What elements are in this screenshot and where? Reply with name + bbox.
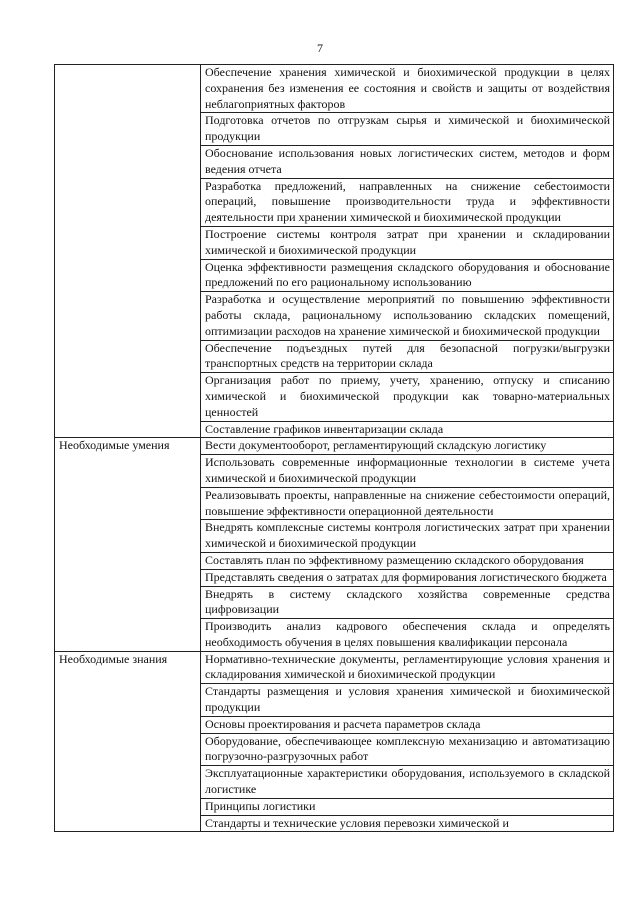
requirement-item-cell: Вести документооборот, регламентирующий складскую логистику bbox=[201, 438, 614, 455]
requirement-item-cell: Оборудование, обеспечивающее комплексную механизацию и автоматизацию погрузочно-разгрузочных работ bbox=[201, 733, 614, 766]
page-number: 7 bbox=[317, 41, 323, 55]
requirement-item-cell: Стандарты размещения и условия хранения химической и биохимической продукции bbox=[201, 684, 614, 717]
table-row bbox=[55, 651, 614, 684]
requirement-item-cell: Нормативно-технические документы, регламентирующие условия хранения и складирования химической и биохимической продукции bbox=[201, 651, 614, 684]
requirements-table bbox=[54, 64, 614, 832]
requirement-item-cell: Разработка и осуществление мероприятий по повышению эффективности работы склада, рациональному использованию складских помещений, оптимизации расходов на хранение химической и биохимической продукции bbox=[201, 292, 614, 340]
requirement-item-cell: Принципы логистики bbox=[201, 798, 614, 815]
requirement-item-cell: Обоснование использования новых логистических систем, методов и форм ведения отчета bbox=[201, 145, 614, 178]
requirement-item-cell: Организация работ по приему, учету, хранению, отпуску и списанию химической и биохимической продукции как товарно-материальных ценностей bbox=[201, 373, 614, 421]
requirement-item-cell: Эксплуатационные характеристики оборудования, используемого в складской логистике bbox=[201, 766, 614, 799]
requirement-item-cell: Реализовывать проекты, направленные на снижение себестоимости операций, повышение эффективности операционной деятельности bbox=[201, 487, 614, 520]
requirement-item-cell: Построение системы контроля затрат при хранении и складировании химической и биохимической продукции bbox=[201, 226, 614, 259]
requirement-item-cell: Составление графиков инвентаризации склада bbox=[201, 421, 614, 438]
requirement-item-cell: Подготовка отчетов по отгрузкам сырья и химической и биохимической продукции bbox=[201, 113, 614, 146]
requirement-item-cell: Разработка предложений, направленных на снижение себестоимости операций, повышение производительности труда и эффективности деятельности при хранении химической и биохимической продукции bbox=[201, 178, 614, 226]
requirement-item-cell: Внедрять комплексные системы контроля логистических затрат при хранении химической и биохимической продукции bbox=[201, 520, 614, 553]
requirements-table-body bbox=[55, 65, 614, 832]
group-label-cell bbox=[55, 65, 201, 438]
requirement-item-cell: Внедрять в систему складского хозяйства современные средства цифровизации bbox=[201, 586, 614, 619]
requirement-item-cell: Производить анализ кадрового обеспечения склада и определять необходимость обучения в целях повышения квалификации персонала bbox=[201, 619, 614, 652]
requirement-item-cell: Обеспечение подъездных путей для безопасной погрузки/выгрузки транспортных средств на территории склада bbox=[201, 340, 614, 373]
requirement-item-cell: Оценка эффективности размещения складского оборудования и обоснование предложений по его рациональному использованию bbox=[201, 259, 614, 292]
requirement-item-cell: Обеспечение хранения химической и биохимической продукции в целях сохранения без изменения ее состояния и свойств и защиты от воздействия неблагоприятных факторов bbox=[201, 65, 614, 113]
requirement-item-cell: Стандарты и технические условия перевозки химической и bbox=[201, 815, 614, 832]
requirement-item-cell: Составлять план по эффективному размещению складского оборудования bbox=[201, 552, 614, 569]
group-label-cell: Необходимые знания bbox=[55, 651, 201, 832]
group-label-cell: Необходимые умения bbox=[55, 438, 201, 651]
table-row bbox=[55, 65, 614, 113]
requirement-item-cell: Основы проектирования и расчета параметров склада bbox=[201, 716, 614, 733]
requirement-item-cell: Использовать современные информационные технологии в системе учета химической и биохимической продукции bbox=[201, 455, 614, 488]
requirement-item-cell: Представлять сведения о затратах для формирования логистического бюджета bbox=[201, 569, 614, 586]
table-row bbox=[55, 438, 614, 455]
